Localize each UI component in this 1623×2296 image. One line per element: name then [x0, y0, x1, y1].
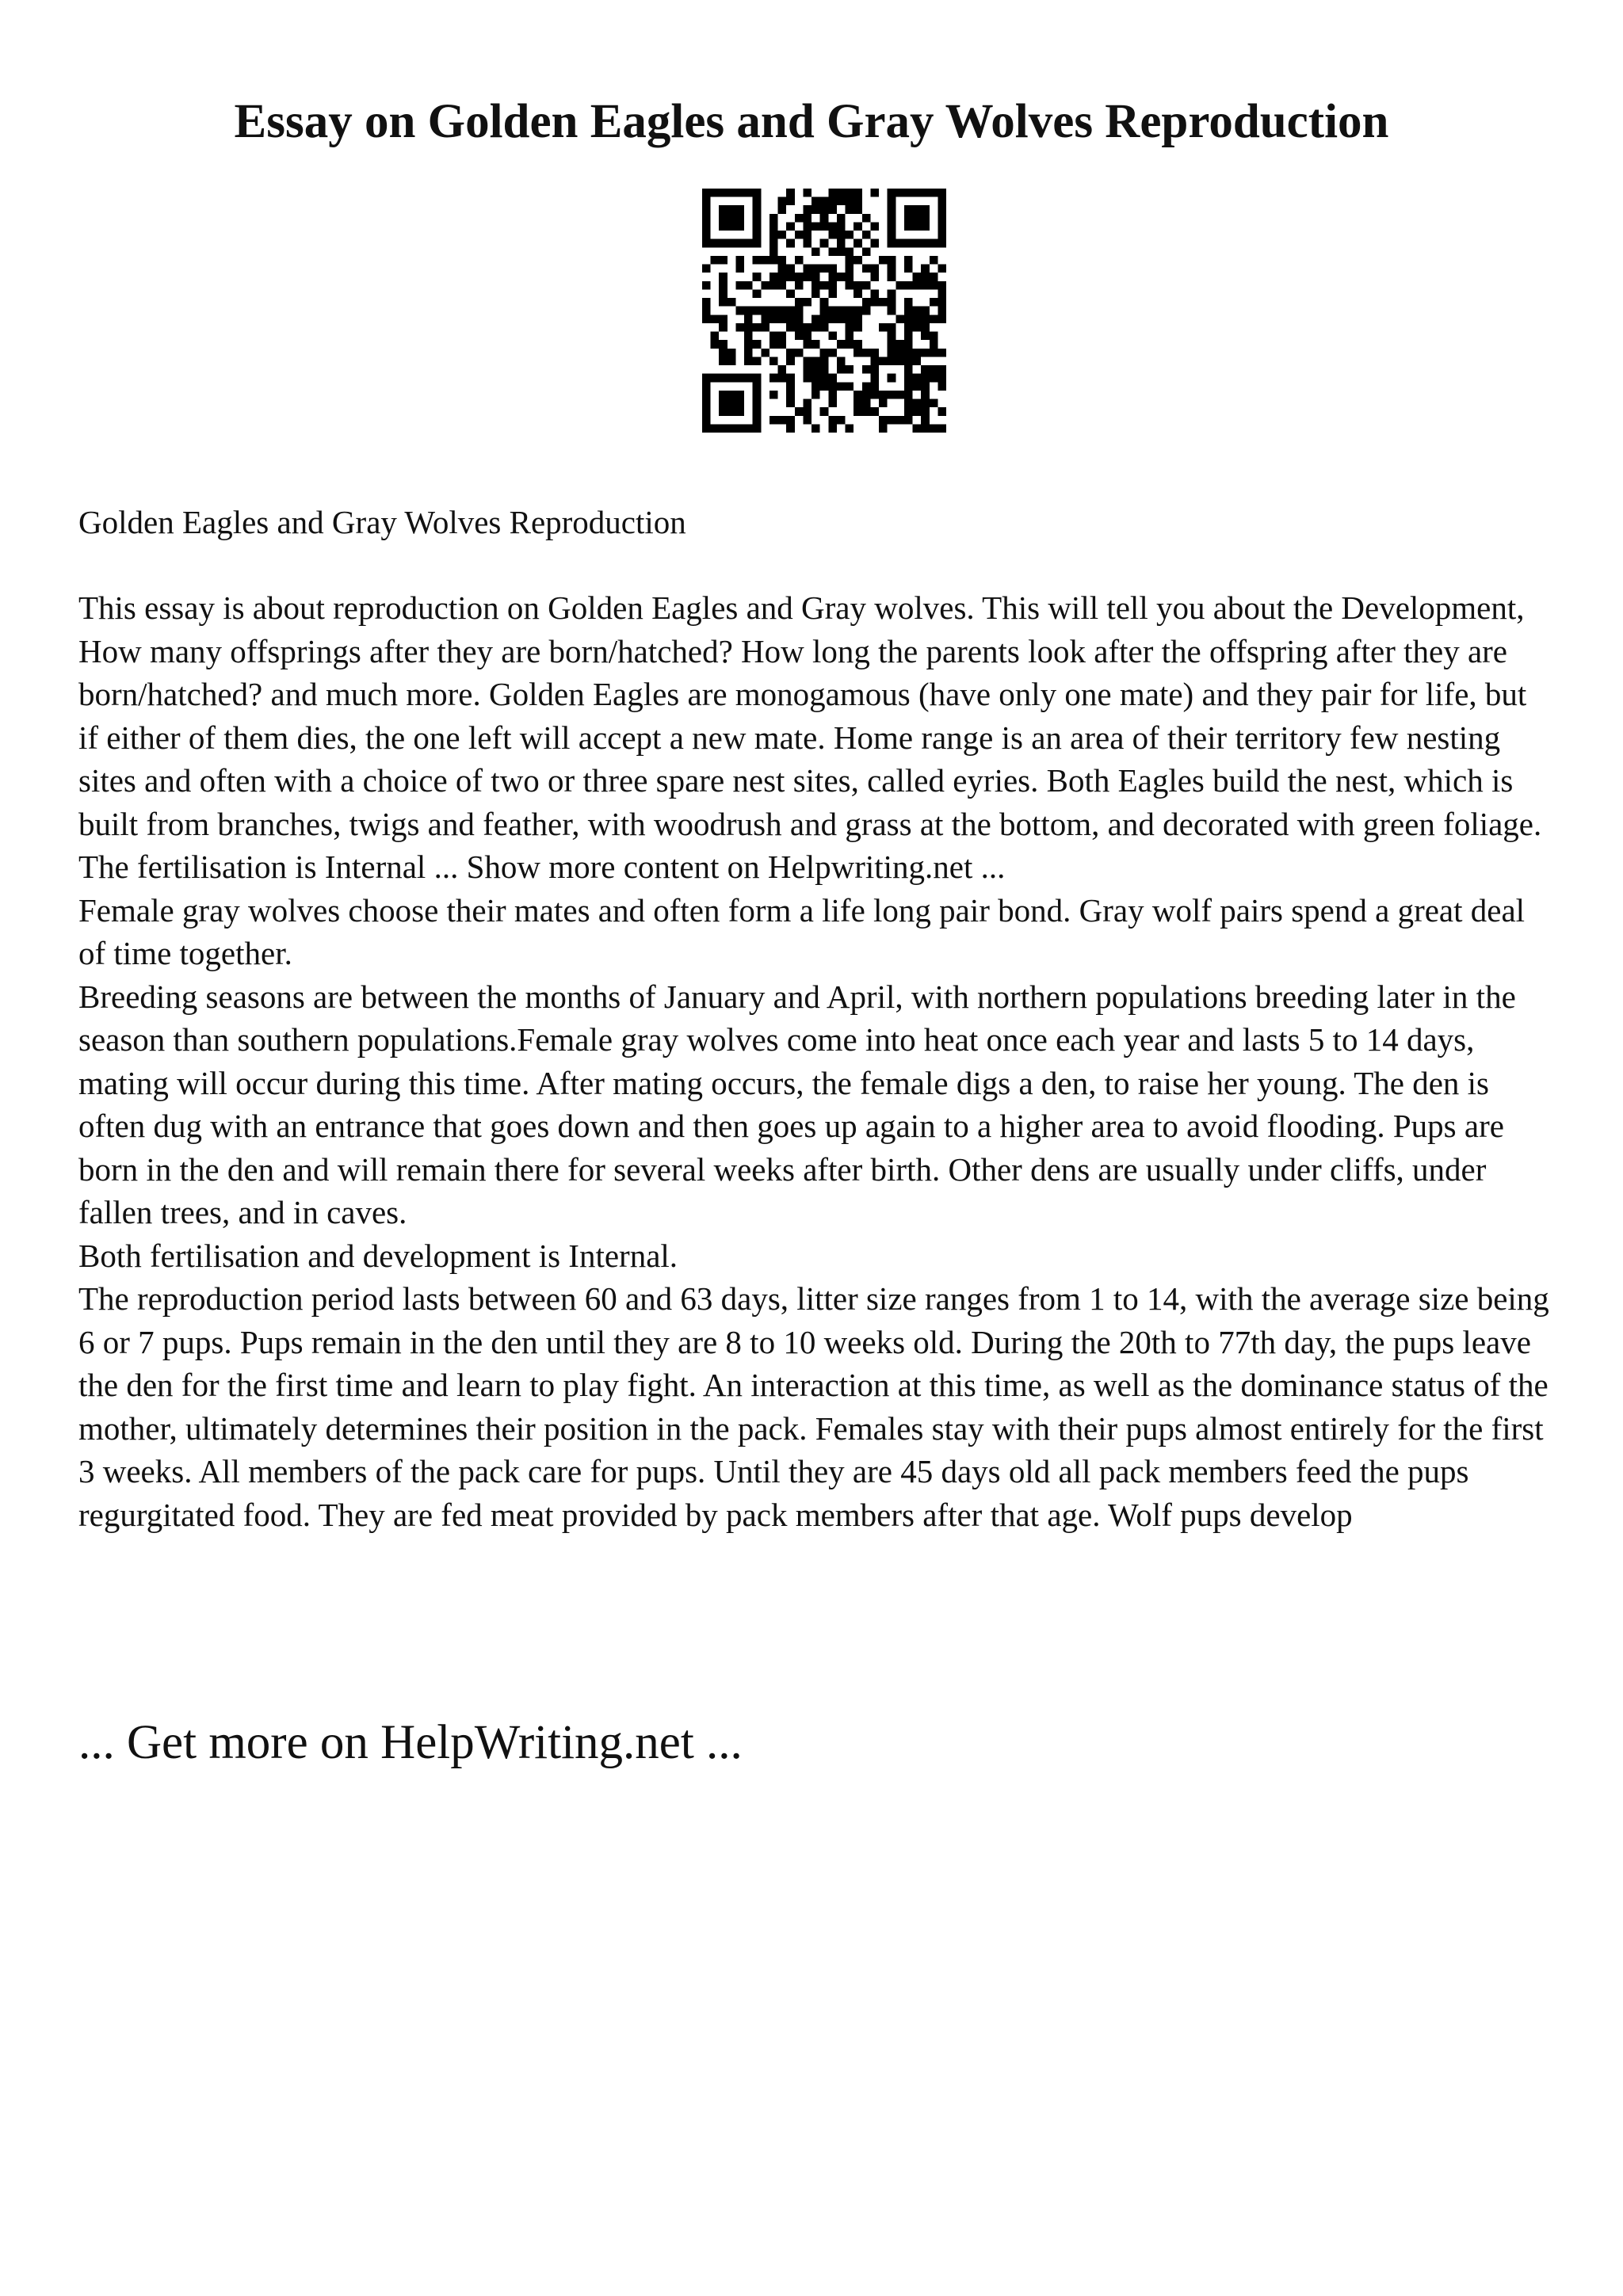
paragraph: Female gray wolves choose their mates and often form a life long pair bond. Gray wolf pairs spend a great deal of time together.: [78, 891, 1526, 971]
document-title: Essay on Golden Eagles and Gray Wolves Reproduction: [234, 95, 1389, 148]
essay-subtitle: Golden Eagles and Gray Wolves Reproduction: [78, 504, 686, 540]
paragraph: Breeding seasons are between the months of January and April, with northern populations breeding later in the season than southern populations.Female gray wolves come into heat once each year and lasts 5 to 14 days, mating will occur during this time. After mating occurs, the female digs a den, to raise her young. The den is often dug with an entrance that goes down and then goes up again to a higher area to avoid flooding. Pups are born in the den and will remain there for several weeks after birth. Other dens are usually under cliffs, under fallen trees, and in caves.: [78, 978, 1516, 1230]
get-more-link[interactable]: ... Get more on HelpWriting.net ...: [78, 1716, 743, 1769]
essay-body: [78, 586, 1554, 1536]
qr-code-icon: [702, 189, 946, 433]
paragraph: Both fertilisation and development is Internal.: [78, 1237, 678, 1274]
paragraph: This essay is about reproduction on Golden Eagles and Gray wolves. This will tell you about the Development, How many offsprings after they are born/hatched? How long the parents look after the offspring after they are born/hatched? and much more. Golden Eagles are monogamous (have only one mate) and they pair for life, but if either of them dies, the one left will accept a new mate. Home range is an area of their territory few nesting sites and often with a choice of two or three spare nest sites, called eyries. Both Eagles build the nest, which is built from branches, twigs and feather, with woodrush and grass at the bottom, and decorated with green foliage. The fertilisation is Internal ... Show more content on Helpwriting.net ...: [78, 589, 1542, 885]
paragraph: The reproduction period lasts between 60 and 63 days, litter size ranges from 1 to 14, with the average size being 6 or 7 pups. Pups remain in the den until they are 8 to 10 weeks old. During the 20th to 77th day, the pups leave the den for the first time and learn to play fight. An interaction at this time, as well as the dominance status of the mother, ultimately determines their position in the pack. Females stay with their pups almost entirely for the first 3 weeks. All members of the pack care for pups. Until they are 45 days old all pack members feed the pups regurgitated food. They are fed meat provided by pack members after that age. Wolf pups develop: [78, 1280, 1549, 1533]
